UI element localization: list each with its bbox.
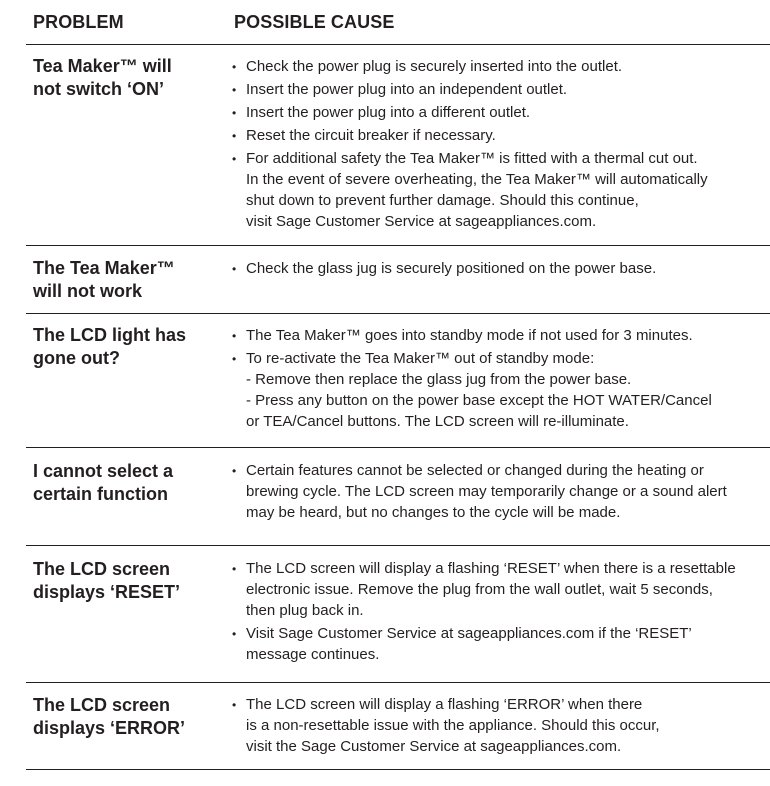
- problem-text: The LCD screen displays ‘ERROR’: [33, 695, 186, 738]
- cause-item: • Reset the circuit breaker if necessary.: [232, 125, 762, 146]
- problem-column-header: PROBLEM: [33, 12, 124, 32]
- cause-item: • Insert the power plug into an independent outlet.: [232, 79, 762, 100]
- cause-item: • Check the glass jug is securely positioned on the power base.: [232, 258, 762, 279]
- cause-list: [232, 460, 762, 525]
- problem-text: I cannot select a certain function: [33, 461, 174, 504]
- table-row: [26, 683, 770, 770]
- problem-text: The LCD screen displays ‘RESET’: [33, 559, 181, 602]
- table-row: [26, 314, 770, 448]
- cause-list: [232, 258, 762, 281]
- table-body: [26, 45, 770, 770]
- table-row: [26, 448, 770, 546]
- cause-item: • Visit Sage Customer Service at sageappliances.com if the ‘RESET’ message continues.: [232, 623, 762, 665]
- cause-item: • Insert the power plug into a different outlet.: [232, 102, 762, 123]
- cause-item: • The LCD screen will display a flashing ‘ERROR’ when there is a non-resettable issue with the appliance. Should this occur, visit the Sage Customer Service at sageappliances.com.: [232, 694, 762, 757]
- cause-column-header: POSSIBLE CAUSE: [234, 12, 395, 32]
- cause-list: [232, 694, 762, 759]
- cause-item: • The LCD screen will display a flashing ‘RESET’ when there is a resettable electronic issue. Remove the plug from the wall outlet, wait 5 seconds, then plug back in.: [232, 558, 762, 621]
- table-header: [26, 0, 770, 45]
- problem-text: The LCD light has gone out?: [33, 325, 186, 368]
- cause-item: • For additional safety the Tea Maker™ is fitted with a thermal cut out. In the event of severe overheating, the Tea Maker™ will automatically shut down to prevent further damage. Should this continue, visit Sage Customer Service at sageappliances.com.: [232, 148, 762, 232]
- cause-list: [232, 56, 762, 234]
- table-row: [26, 45, 770, 246]
- troubleshooting-table: [26, 0, 770, 770]
- table-row: [26, 546, 770, 683]
- cause-list: [232, 325, 762, 434]
- table-row: [26, 246, 770, 314]
- cause-item: • To re-activate the Tea Maker™ out of standby mode: - Remove then replace the glass jug from the power base. - Press any button on the power base except the HOT WATER/Cancel or TEA/Cancel buttons. The LCD screen will re-illuminate.: [232, 348, 762, 432]
- problem-text: The Tea Maker™ will not work: [33, 258, 175, 301]
- cause-list: [232, 558, 762, 667]
- cause-item: • Check the power plug is securely inserted into the outlet.: [232, 56, 762, 77]
- cause-item: • The Tea Maker™ goes into standby mode if not used for 3 minutes.: [232, 325, 762, 346]
- problem-text: Tea Maker™ will not switch ‘ON’: [33, 56, 172, 99]
- cause-item: • Certain features cannot be selected or changed during the heating or brewing cycle. The LCD screen may temporarily change or a sound alert may be heard, but no changes to the cycle will be made.: [232, 460, 762, 523]
